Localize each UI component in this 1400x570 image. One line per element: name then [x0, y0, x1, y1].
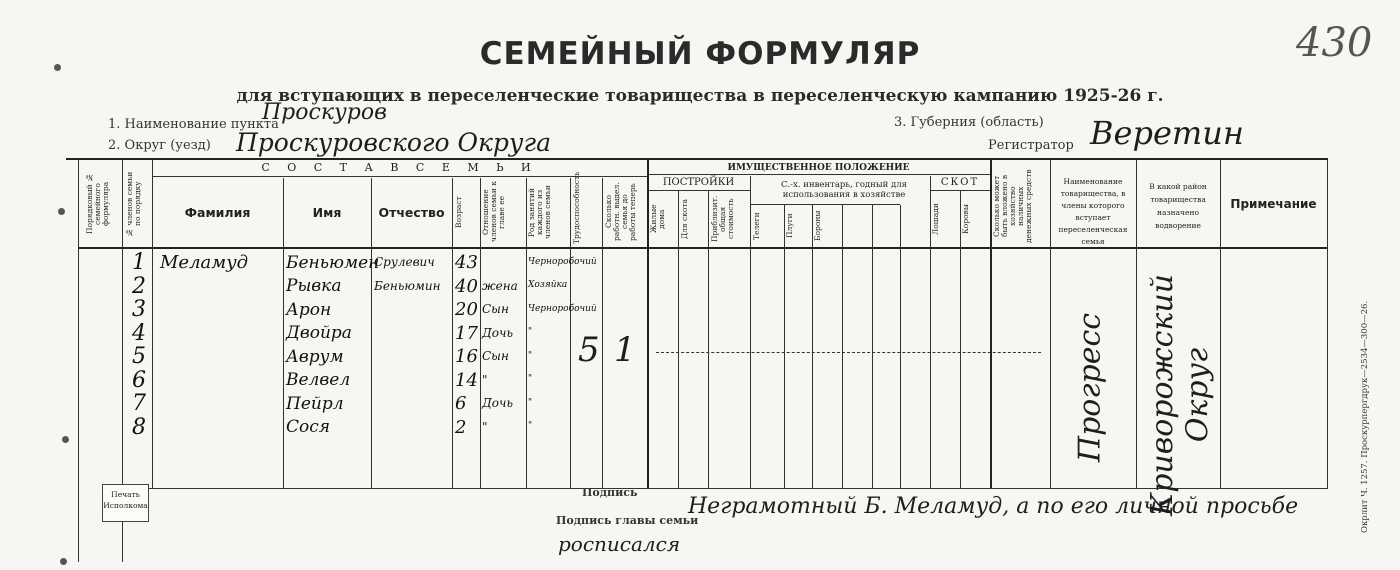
- row-relation: ": [482, 419, 488, 434]
- row-relation: Дочь: [482, 325, 513, 340]
- row-age: 2: [455, 416, 467, 438]
- workers-value: 1: [614, 330, 636, 370]
- group-inventory-header: С.-х. инвентарь, годный для использования в хозяйстве: [781, 180, 907, 200]
- row-age: 40: [455, 275, 478, 297]
- podpis-label: Подпись: [582, 486, 638, 499]
- col-note: Примечание: [1230, 197, 1317, 211]
- col-ploughs: Плуги: [785, 213, 794, 239]
- row-member-no: 3: [132, 297, 146, 322]
- row-occupation: ": [528, 397, 533, 408]
- row-name: Рывка: [286, 276, 342, 296]
- row-relation: Сын: [482, 302, 509, 316]
- table-top-rule: [66, 158, 1328, 160]
- binder-hole: [58, 208, 65, 215]
- row-member-no: 4: [132, 320, 146, 346]
- head-signature-value-2: росписался: [558, 532, 681, 556]
- row-name: Двойра: [286, 323, 352, 343]
- row-age: 20: [455, 299, 478, 320]
- punkt-label: 1. Наименование пункта: [108, 117, 279, 132]
- col-district: В какой район товарищества назначено водворение: [1149, 182, 1207, 230]
- stamp-box: Печать Исполкома: [102, 484, 149, 522]
- row-name: Аврум: [286, 346, 344, 367]
- row-occupation: ": [528, 374, 533, 384]
- binder-hole: [60, 558, 67, 565]
- col-relation: Отношение членов семьи к главе ее: [481, 181, 506, 243]
- row-member-no: 1: [132, 250, 146, 275]
- col-approx-cost: Приблизит. общая стоимость: [710, 195, 735, 243]
- row-patronymic: Срулевич: [374, 255, 435, 269]
- col-ability: Трудоспособность: [572, 171, 581, 244]
- row-relation: Дочь: [482, 396, 513, 410]
- row-occupation: Хозяйка: [528, 280, 568, 290]
- partnership-value: Прогресс: [1072, 312, 1108, 463]
- form-subtitle: для вступающих в переселенческие товарищества в переселенческую кампанию 1925-26 г.: [236, 86, 1164, 106]
- row-occupation: Черноробочий: [528, 256, 597, 267]
- row-age: 17: [455, 322, 478, 344]
- district-value: Криворожский Округ: [1145, 274, 1215, 516]
- row-name: Велвел: [286, 370, 351, 390]
- head-signature-label: Подпись главы семьи: [556, 514, 699, 527]
- row-age: 14: [455, 369, 478, 391]
- col-cattle-shed: Для скота: [680, 199, 689, 240]
- row-relation: ": [482, 372, 488, 387]
- col-house: Жилые дома: [649, 204, 666, 234]
- row-patronymic: Беньюмин: [374, 278, 441, 293]
- group-property-header: ИМУЩЕСТВЕННОЕ ПОЛОЖЕНИЕ: [727, 163, 910, 173]
- row-member-no: 2: [132, 273, 146, 299]
- row-member-no: 7: [132, 391, 146, 416]
- row-member-no: 5: [132, 344, 146, 369]
- printer-imprint: Окрлит Ч. 1257. Проскурпергдрук—2534—300—26.: [1360, 300, 1370, 533]
- col-money: Сколько может быть вложено в хозяйство наличных денежных средств: [992, 169, 1033, 243]
- col-workers: Сколько работн. выдел. семья до работы теперь: [604, 182, 637, 242]
- table-header-rule: [78, 247, 1328, 249]
- row-age: 43: [455, 252, 478, 273]
- col-occupation: Род занятий каждого из членов семьи: [527, 185, 552, 239]
- col-cows: Коровы: [961, 204, 970, 234]
- ability-value: 5: [578, 330, 600, 370]
- row-name: Пейрл: [286, 393, 344, 414]
- binder-hole: [62, 436, 69, 443]
- row-relation: жена: [482, 278, 518, 293]
- row-name: Беньюмен: [286, 252, 380, 273]
- row-occupation: ": [528, 327, 533, 337]
- row-occupation: ": [528, 421, 533, 431]
- group-buildings-header: ПОСТРОЙКИ: [662, 177, 735, 188]
- row-occupation: Черноробочий: [528, 303, 597, 314]
- registrar-label: Регистратор: [988, 138, 1074, 153]
- row-member-no: 6: [132, 367, 146, 393]
- row-age: 16: [455, 346, 478, 367]
- row-surname: Меламуд: [160, 252, 249, 273]
- col-patronymic: Отчество: [378, 205, 445, 220]
- row-name: Сося: [286, 417, 331, 437]
- col-surname: Фамилия: [184, 205, 251, 220]
- okrug-value: Проскуровского Округа: [236, 128, 551, 157]
- col-name: Имя: [312, 205, 342, 220]
- form-title: СЕМЕЙНЫЙ ФОРМУЛЯР: [479, 36, 921, 72]
- okrug-label: 2. Округ (уезд): [108, 138, 211, 153]
- col-form-no: Порядковый № семейного формуляра: [85, 173, 110, 235]
- gubernia-label: 3. Губерния (область): [894, 115, 1044, 130]
- dash-line: [656, 352, 1041, 353]
- group-family-header: С О С Т А В С Е М Ь И: [261, 161, 538, 174]
- col-member-no: № членов семьи по порядку: [125, 171, 142, 237]
- punkt-value: Проскуров: [262, 100, 387, 125]
- col-age: Возраст: [454, 196, 463, 228]
- col-partnership: Наименование товарищества, в члены которого вступает переселенческая семья: [1058, 177, 1128, 246]
- row-name: Арон: [286, 299, 332, 320]
- head-signature-value: Неграмотный Б. Меламуд, а по его личной просьбе: [688, 494, 1299, 519]
- col-horses: Лошади: [931, 203, 940, 235]
- row-relation: Сын: [482, 349, 509, 363]
- registrar-value: Веретин: [1090, 114, 1244, 152]
- col-carts: Телеги: [752, 212, 761, 240]
- sheet-number: 430: [1296, 20, 1373, 66]
- row-member-no: 8: [132, 414, 146, 440]
- group-livestock-header: СКОТ: [940, 177, 980, 188]
- row-age: 6: [455, 393, 467, 414]
- col-harrows: Бороны: [813, 210, 822, 242]
- row-occupation: ": [528, 350, 533, 361]
